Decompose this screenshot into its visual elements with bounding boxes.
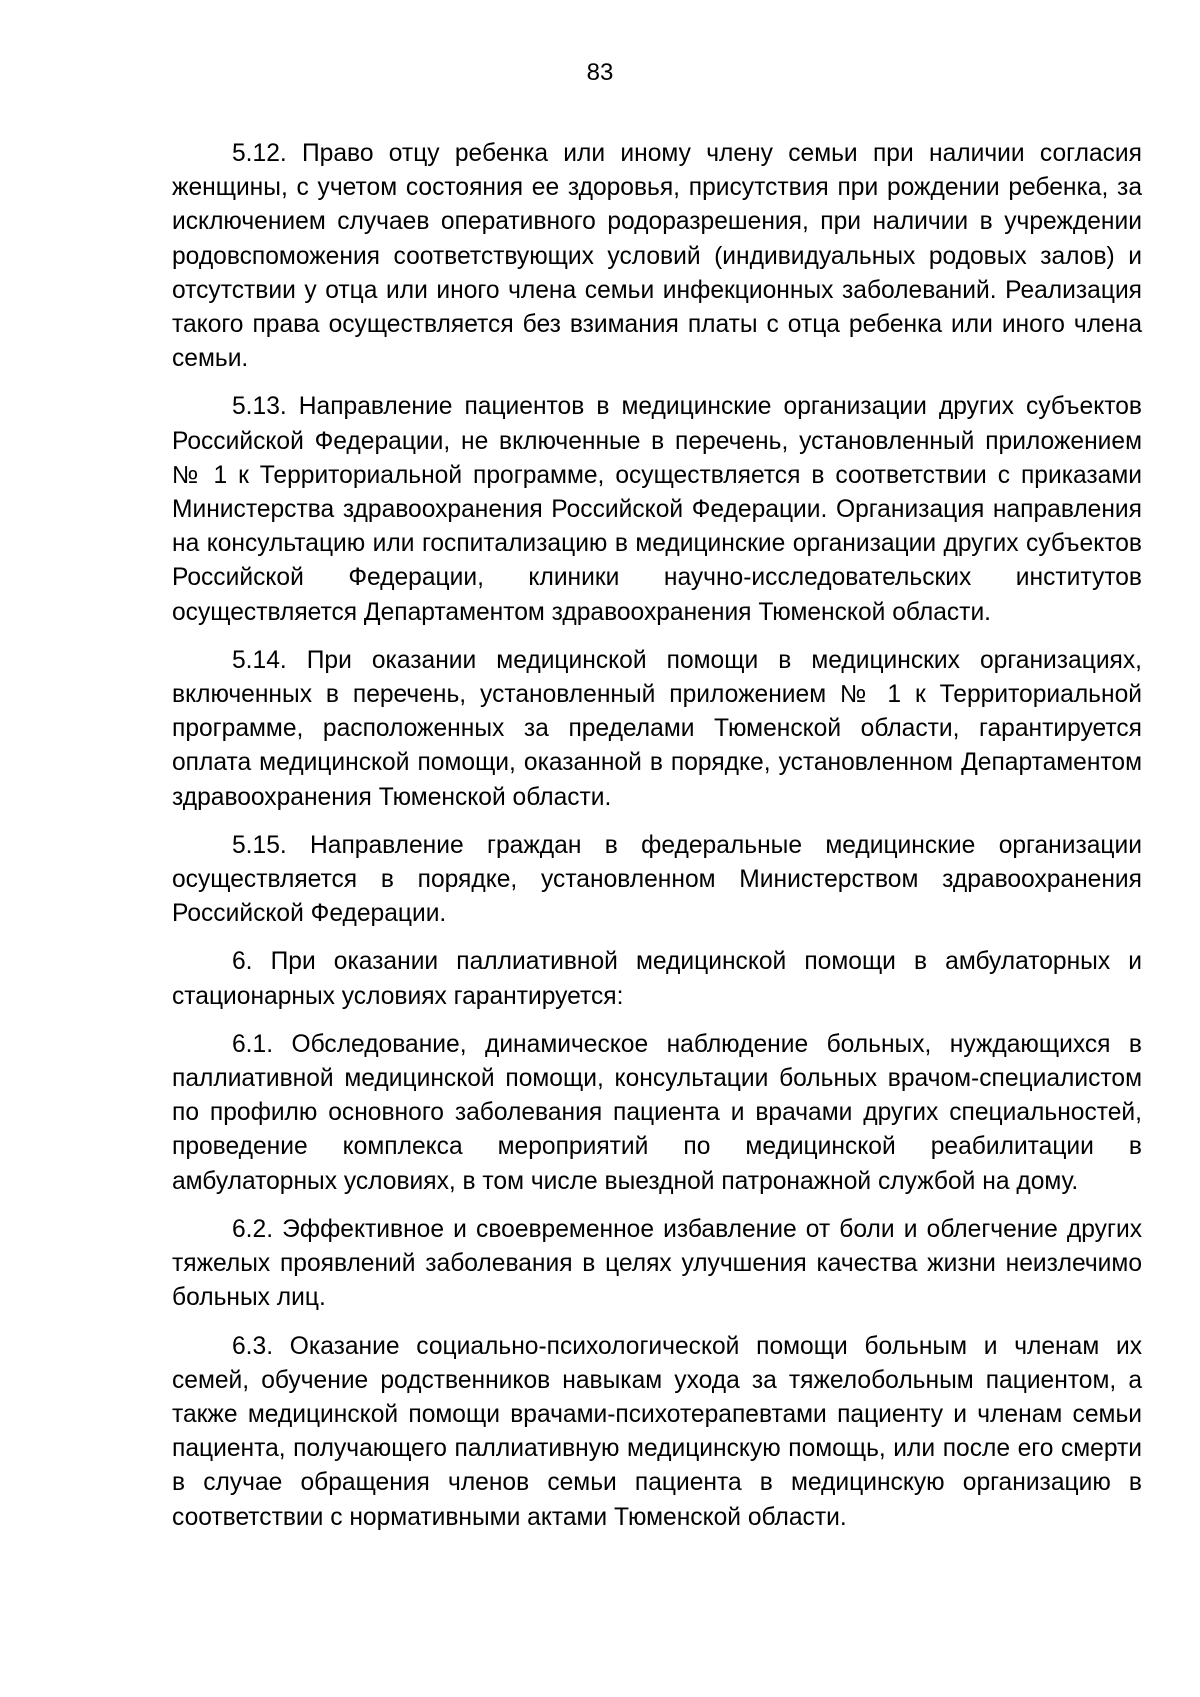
paragraph-5-14: 5.14. При оказании медицинской помощи в медицинских организациях, включенных в перечень, установленный приложением № 1 к Территориальной программе, расположенных за пределами Тюменской области, гарантируется оплата медицинской помощи, оказанной в порядке, установленном Департаментом здравоохранения Тюменской области. (172, 646, 1142, 811)
paragraph-6-1: 6.1. Обследование, динамическое наблюдение больных, нуждающихся в паллиативной медицинской помощи, консультации больных врачом-специалистом по профилю основного заболевания пациента и врачами других специальностей, проведение комплекса мероприятий по медицинской реабилитации в амбулаторных условиях, в том числе выездной патронажной службой на дому. (172, 1030, 1142, 1195)
document-body (172, 137, 1142, 1549)
paragraph-6-2: 6.2. Эффективное и своевременное избавление от боли и облегчение других тяжелых проявлений заболевания в целях улучшения качества жизни неизлечимо больных лиц. (172, 1215, 1142, 1312)
page-number: 83 (586, 59, 614, 86)
paragraph-5-12: 5.12. Право отцу ребенка или иному члену семьи при наличии согласия женщины, с учетом состояния ее здоровья, присутствия при рождении ребенка, за исключением случаев оперативного родоразрешения, при наличии в учреждении родовспоможения соответствующих условий (индивидуальных родовых залов) и отсутствии у отца или иного члена семьи инфекционных заболеваний. Реализация такого права осуществляется без взимания платы с отца ребенка или иного члена семьи. (172, 140, 1142, 373)
paragraph-5-13: 5.13. Направление пациентов в медицинские организации других субъектов Российской Федерации, не включенные в перечень, установленный приложением № 1 к Территориальной программе, осуществляется в соответствии с приказами Министерства здравоохранения Российской Федерации. Организация направления на консультацию или госпитализацию в медицинские организации других субъектов Российской Федерации, клиники научно-исследовательских институтов осуществляется Департаментом здравоохранения Тюменской области. (172, 393, 1142, 626)
paragraph-6-3: 6.3. Оказание социально-психологической помощи больным и членам их семей, обучение родственников навыкам ухода за тяжелобольным пациентом, а также медицинской помощи врачами-психотерапевтами пациенту и членам семьи пациента, получающего паллиативную медицинскую помощь, или после его смерти в случае обращения членов семьи пациента в медицинскую организацию в соответствии с нормативными актами Тюменской области. (172, 1332, 1142, 1531)
paragraph-5-15: 5.15. Направление граждан в федеральные медицинские организации осуществляется в порядке, установленном Министерством здравоохранения Российской Федерации. (172, 831, 1142, 928)
paragraph-6: 6. При оказании паллиативной медицинской помощи в амбулаторных и стационарных условиях гарантируется: (172, 948, 1142, 1010)
